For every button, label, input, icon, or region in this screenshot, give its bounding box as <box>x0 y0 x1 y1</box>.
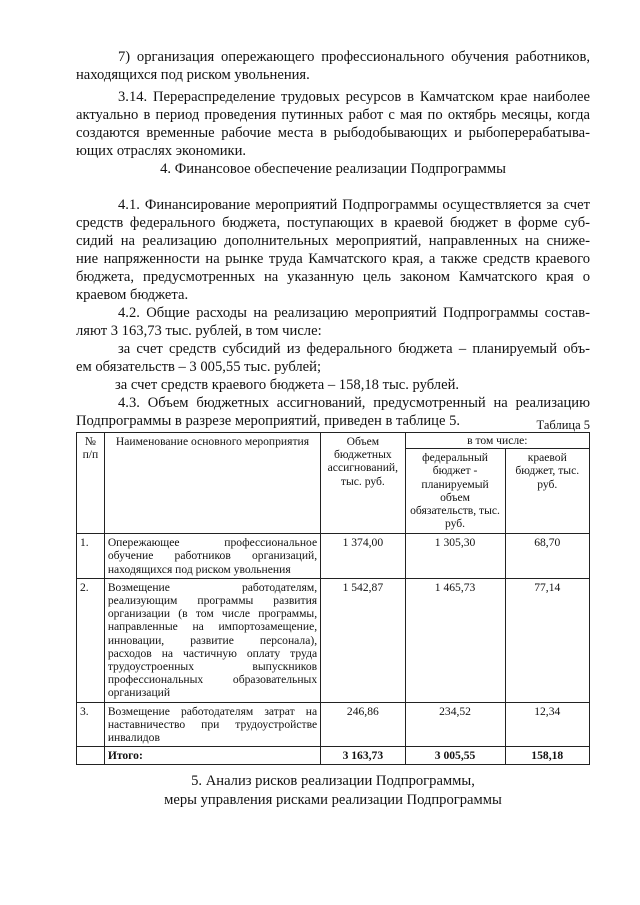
paragraph-3-14-line-4: ющих отраслях экономики. <box>76 143 247 159</box>
table-row <box>77 534 590 579</box>
paragraph-3-14-line-1: 3.14. Перераспределение трудовых ресурсов в Камчатском крае наиболее <box>118 89 590 105</box>
row-regional: 12,34 <box>505 702 590 747</box>
row-total: 1 374,00 <box>321 534 405 579</box>
header-num: № п/п <box>77 433 105 534</box>
row-federal: 234,52 <box>405 702 505 747</box>
paragraph-3-14-line-2: актуально в период проведения путинных работ с мая по октябрь месяцы, когда <box>76 107 590 123</box>
header-name: Наименование основного мероприятия <box>104 433 320 534</box>
section-5-heading-line-2: меры управления рисками реализации Подпрограммы <box>164 792 502 808</box>
paragraph-4-2-federal-line-2: ем обязательств – 3 005,55 тыс. рублей; <box>76 359 322 375</box>
funding-table <box>76 432 590 765</box>
paragraph-4-3-line-1: 4.3. Объем бюджетных ассигнований, предусмотренный на реализацию <box>118 395 590 411</box>
paragraph-4-1-line-6: краевом бюджета. <box>76 287 189 303</box>
total-federal: 3 005,55 <box>405 747 505 765</box>
table-header-row <box>77 433 590 449</box>
paragraph-4-2-line-1: 4.2. Общие расходы на реализацию мероприятий Подпрограммы состав- <box>118 305 590 321</box>
total-sum: 3 163,73 <box>321 747 405 765</box>
table-total-row <box>77 747 590 765</box>
row-num: 1. <box>77 534 105 579</box>
paragraph-4-1-line-4: ние напряженности на рынке труда Камчатского края, а также средств краевого <box>76 251 590 267</box>
header-federal: федеральный бюджет - планируемый объем обязательств, тыс. руб. <box>405 449 505 534</box>
row-num: 2. <box>77 578 105 702</box>
total-label: Итого: <box>104 747 320 765</box>
row-num: 3. <box>77 702 105 747</box>
row-name: Возмещение работодателям, реализующим программы развития организации (в том числе программы, направленные на импортозамещение, инновации, развитие персонала), расходов на частичную оплату труда трудоустроенных выпускников профессиональных образовательных организаций <box>104 578 320 702</box>
header-including: в том числе: <box>405 433 589 449</box>
header-total: Объем бюджетных ассигнований, тыс. руб. <box>321 433 405 534</box>
paragraph-item-7-line-2: находящихся под риском увольнения. <box>76 67 310 83</box>
row-total: 1 542,87 <box>321 578 405 702</box>
row-total: 246,86 <box>321 702 405 747</box>
row-regional: 68,70 <box>505 534 590 579</box>
table-caption: Таблица 5 <box>536 418 590 432</box>
paragraph-4-3-line-2: Подпрограммы в разрезе мероприятий, приведен в таблице 5. <box>76 413 461 429</box>
paragraph-4-1-line-3: сидий на реализацию дополнительных мероприятий, направленных на сниже- <box>76 233 590 249</box>
paragraph-4-1-line-2: средств федерального бюджета, поступающих в краевой бюджет в форме суб- <box>76 215 590 231</box>
section-4-heading: 4. Финансовое обеспечение реализации Подпрограммы <box>160 161 506 177</box>
header-regional: краевой бюджет, тыс. руб. <box>505 449 590 534</box>
paragraph-4-2-line-2: ляют 3 163,73 тыс. рублей, в том числе: <box>76 323 322 339</box>
total-regional: 158,18 <box>505 747 590 765</box>
section-5-heading-line-1: 5. Анализ рисков реализации Подпрограммы, <box>191 773 475 789</box>
row-name: Возмещение работодателям затрат на наставничество при трудоустройстве инвалидов <box>104 702 320 747</box>
paragraph-4-2-regional: за счет средств краевого бюджета – 158,18 тыс. рублей. <box>115 377 460 393</box>
table-row <box>77 702 590 747</box>
total-num-empty <box>77 747 105 765</box>
row-regional: 77,14 <box>505 578 590 702</box>
table-row <box>77 578 590 702</box>
paragraph-4-2-federal-line-1: за счет средств субсидий из федерального бюджета – планируемый объ- <box>118 341 590 357</box>
row-name: Опережающее профессиональное обучение работников организаций, находящихся под риском увольнения <box>104 534 320 579</box>
paragraph-item-7-line-1: 7) организация опережающего профессионального обучения работников, <box>118 49 590 65</box>
paragraph-3-14-line-3: создаются временные рабочие места в рыбодобывающих и рыбоперерабатыва- <box>76 125 590 141</box>
paragraph-4-1-line-1: 4.1. Финансирование мероприятий Подпрограммы осуществляется за счет <box>118 197 590 213</box>
row-federal: 1 465,73 <box>405 578 505 702</box>
paragraph-4-1-line-5: бюджета, предусмотренных на указанную цель законом Камчатского края о <box>76 269 590 285</box>
row-federal: 1 305,30 <box>405 534 505 579</box>
